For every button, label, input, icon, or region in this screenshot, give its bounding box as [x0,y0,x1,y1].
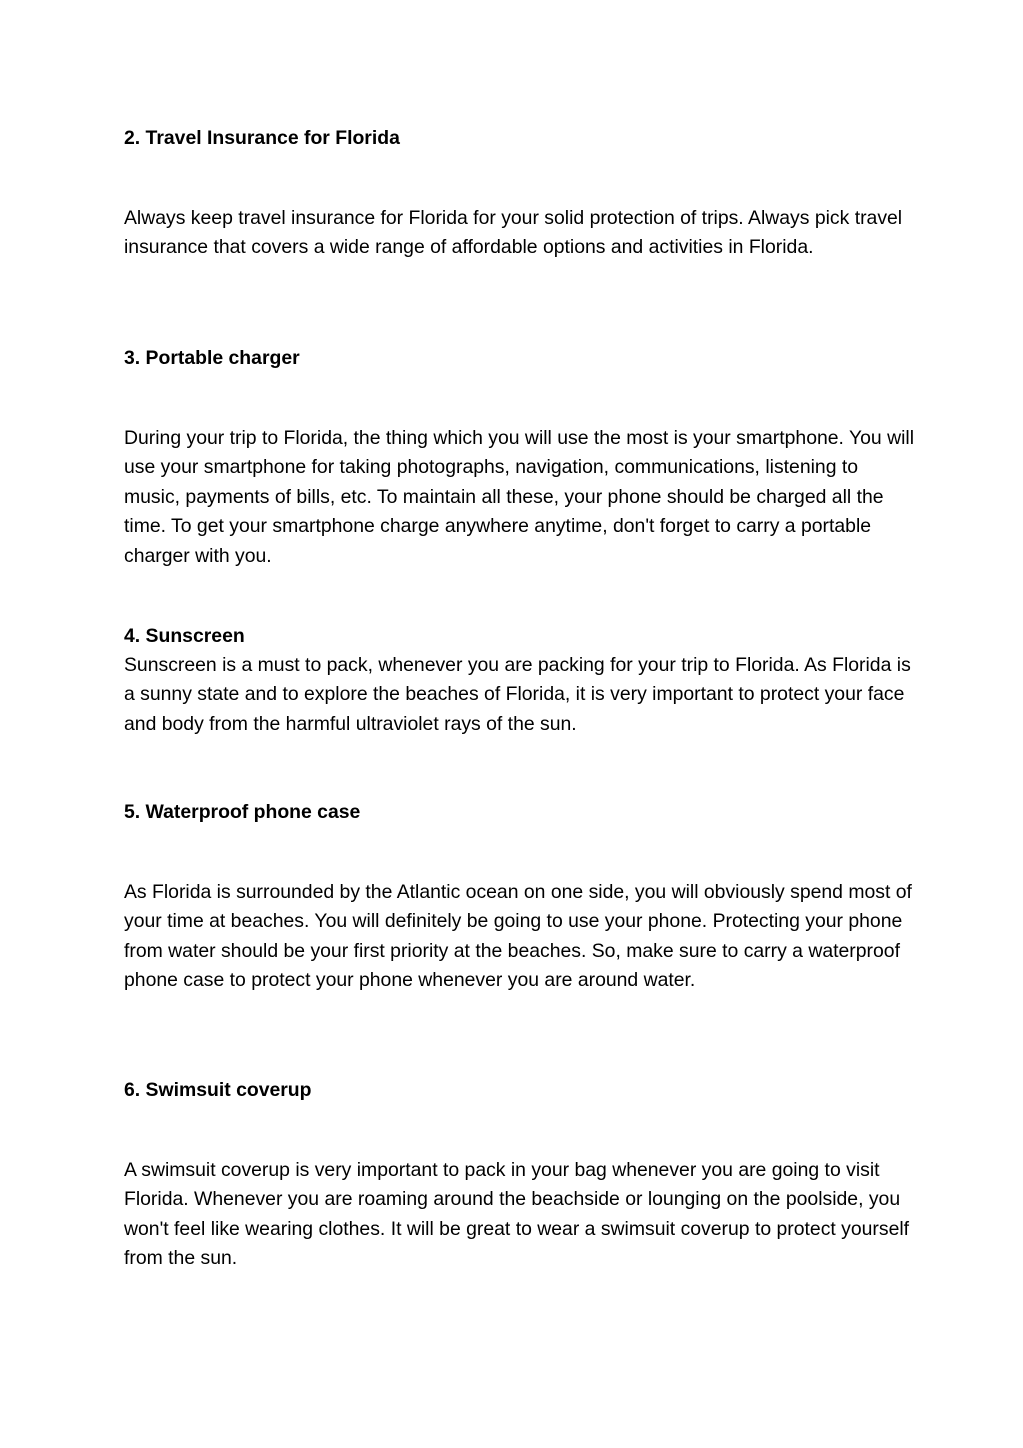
section-body-sunscreen: Sunscreen is a must to pack, whenever you are packing for your trip to Florida. As Florida is a sunny state and to explore the beaches of Florida, it is very important to protect your face and body from the harmful ultraviolet rays of the sun. [124,654,911,735]
section-heading-portable-charger: 3. Portable charger [124,347,300,369]
section-body-waterproof-case: As Florida is surrounded by the Atlantic ocean on one side, you will obviously spend most of your time at beaches. You will definitely be going to use your phone. Protecting your phone from water should be your first priority at the beaches. So, make sure to carry a waterproof phone case to protect your phone whenever you are around water. [124,881,912,992]
section-heading-sunscreen: 4. Sunscreen [124,625,245,647]
section-heading-swimsuit-coverup: 6. Swimsuit coverup [124,1079,312,1101]
section-body-swimsuit-coverup: A swimsuit coverup is very important to pack in your bag whenever you are going to visit Florida. Whenever you are roaming around the beachside or lounging on the poolside, you won't feel like wearing clothes. It will be great to wear a swimsuit coverup to protect yourself from the sun. [124,1159,910,1270]
section-heading-travel-insurance: 2. Travel Insurance for Florida [124,127,400,149]
section-heading-waterproof-case: 5. Waterproof phone case [124,801,361,823]
section-body-travel-insurance: Always keep travel insurance for Florida for your solid protection of trips. Always pick travel insurance that covers a wide range of affordable options and activities in Florida. [124,207,903,259]
section-body-portable-charger: During your trip to Florida, the thing which you will use the most is your smartphone. You will use your smartphone for taking photographs, navigation, communications, listening to music, payments of bills, etc. To maintain all these, your phone should be charged all the time. To get your smartphone charge anywhere anytime, don't forget to carry a portable charger with you. [124,427,915,567]
